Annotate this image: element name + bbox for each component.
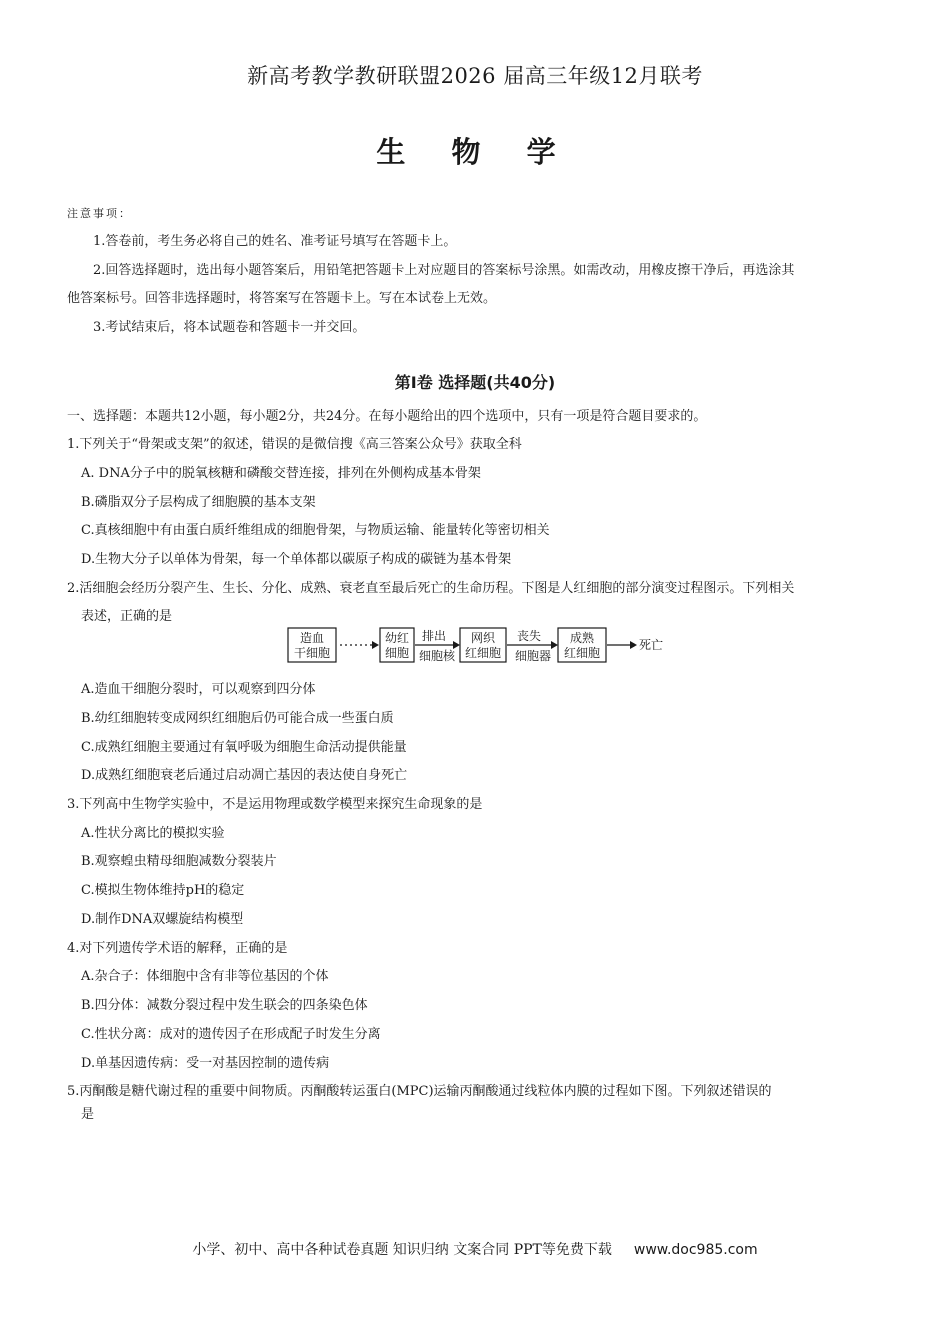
section-intro: 一、选择题：本题共12小题，每小题2分，共24分。在每小题给出的四个选项中，只有一项是符合题目要求的。: [67, 409, 707, 424]
step-2-line-1: 丧失: [516, 629, 542, 643]
q2-stem-line-1: 2.活细胞会经历分裂产生、生长、分化、成熟、衰老直至最后死亡的生命历程。下图是人红细胞的部分演变过程图示。下列相关: [67, 581, 795, 596]
footer-text: 小学、初中、高中各种试卷真题 知识归纳 文案合同 PPT等免费下载: [192, 1242, 612, 1258]
q3-option-d: D.制作DNA双螺旋结构模型: [81, 912, 244, 927]
subject-title: 生 物 学: [376, 135, 574, 169]
footer-url[interactable]: www.doc985.com: [633, 1242, 758, 1258]
q4-stem: 4.对下列遗传学术语的解释，正确的是: [67, 941, 288, 956]
notice-heading: 注意事项：: [67, 207, 132, 220]
q1-option-a: A. DNA分子中的脱氧核糖和磷酸交替连接，排列在外侧构成基本骨架: [81, 466, 481, 481]
q3-option-a: A.性状分离比的模拟实验: [81, 826, 225, 841]
q5-stem-line-1: 5.丙酮酸是糖代谢过程的重要中间物质。丙酮酸转运蛋白(MPC)运输丙酮酸通过线粒体内膜的过程如下图。下列叙述错误的: [67, 1084, 772, 1099]
step-2-line-2: 细胞器: [514, 649, 552, 663]
red-cell-flow-diagram: [284, 624, 674, 666]
arrow-head-2: [453, 641, 460, 649]
arrow-head-4: [630, 641, 637, 649]
arrow-head-1: [372, 641, 379, 649]
q1-option-d: D.生物大分子以单体为骨架，每一个单体都以碳原子构成的碳链为基本骨架: [81, 552, 512, 567]
q2-stem-line-2: 表述，正确的是: [81, 609, 173, 624]
step-1-line-1: 排出: [421, 629, 447, 643]
q2-option-c: C.成熟红细胞主要通过有氧呼吸为细胞生命活动提供能量: [81, 740, 407, 755]
box-mature-rbc-line-2: 红细胞: [563, 646, 601, 660]
box-hsc-line-1: 造血: [299, 631, 325, 645]
q5-stem-line-2: 是: [81, 1107, 95, 1122]
box-proerythroblast-line-1: 幼红: [384, 631, 410, 645]
q4-option-c: C.性状分离：成对的遗传因子在形成配子时发生分离: [81, 1027, 381, 1042]
footer: [0, 1239, 950, 1259]
q2-option-b: B.幼红细胞转变成网织红细胞后仍可能合成一些蛋白质: [81, 711, 394, 726]
notice-item-2-line-2: 他答案标号。回答非选择题时，将答案写在答题卡上。写在本试卷上无效。: [67, 291, 497, 306]
arrow-head-3: [551, 641, 558, 649]
q1-option-b: B.磷脂双分子层构成了细胞膜的基本支架: [81, 495, 316, 510]
q3-option-c: C.模拟生物体维持pH的稳定: [81, 883, 245, 898]
notice-item-1: 1.答卷前，考生务必将自己的姓名、准考证号填写在答题卡上。: [93, 234, 457, 249]
notice-item-2-line-1: 2.回答选择题时，选出每小题答案后，用铅笔把答题卡上对应题目的答案标号涂黑。如需改动，用橡皮擦干净后，再选涂其: [93, 263, 795, 278]
section-title: 第Ⅰ卷 选择题(共40分): [394, 373, 556, 392]
notice-item-3: 3.考试结束后，将本试题卷和答题卡一并交回。: [93, 320, 366, 335]
q4-option-a: A.杂合子：体细胞中含有非等位基因的个体: [81, 969, 329, 984]
q1-option-c: C.真核细胞中有由蛋白质纤维组成的细胞骨架，与物质运输、能量转化等密切相关: [81, 523, 550, 538]
q1-stem: 1.下列关于“骨架或支架”的叙述，错误的是微信搜《高三答案公众号》获取全科: [67, 437, 522, 452]
q4-option-b: B.四分体：减数分裂过程中发生联会的四条染色体: [81, 998, 368, 1013]
exam-header-title: 新高考教学教研联盟2026 届高三年级12月联考: [247, 64, 703, 88]
q2-option-d: D.成熟红细胞衰老后通过启动凋亡基因的表达使自身死亡: [81, 768, 408, 783]
step-1-line-2: 细胞核: [418, 649, 456, 663]
q3-option-b: B.观察蝗虫精母细胞减数分裂装片: [81, 854, 277, 869]
q3-stem: 3.下列高中生物学实验中，不是运用物理或数学模型来探究生命现象的是: [67, 797, 483, 812]
q2-option-a: A.造血干细胞分裂时，可以观察到四分体: [81, 682, 316, 697]
box-reticulocyte-line-2: 红细胞: [464, 646, 502, 660]
death-label: 死亡: [639, 638, 664, 652]
box-reticulocyte-line-1: 网织: [470, 631, 496, 645]
box-proerythroblast-line-2: 细胞: [384, 646, 410, 660]
box-hsc-line-2: 干细胞: [293, 646, 331, 660]
box-mature-rbc-line-1: 成熟: [569, 631, 595, 645]
q4-option-d: D.单基因遗传病：受一对基因控制的遗传病: [81, 1056, 330, 1071]
